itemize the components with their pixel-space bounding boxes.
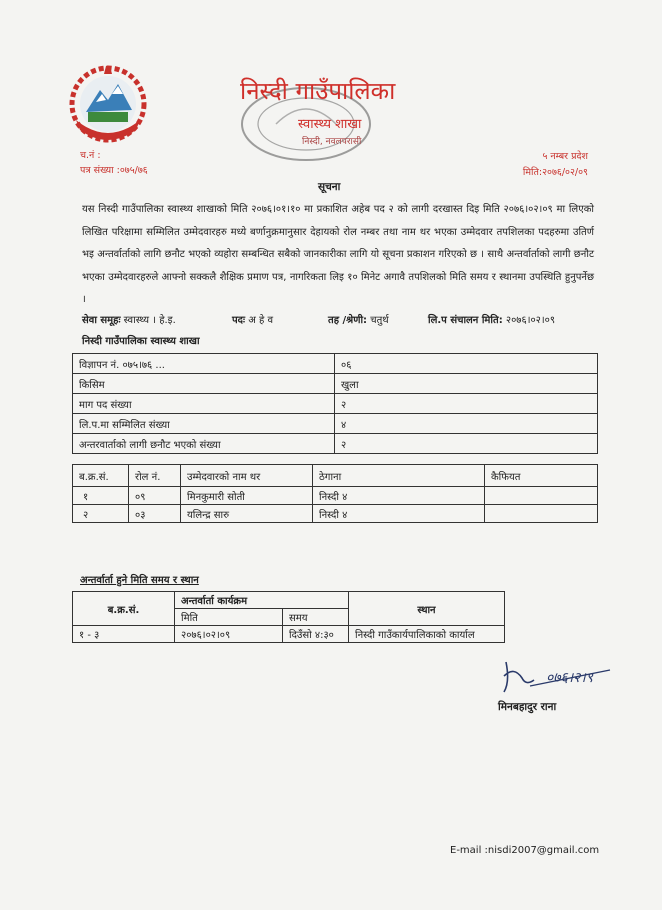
level-label: तह /श्रेणी: — [328, 315, 368, 326]
column-header: ब.क्र.सं. — [73, 465, 129, 487]
page-subtitle: स्वास्थ्य शाखा — [298, 117, 362, 132]
service-group — [82, 312, 176, 326]
post — [232, 312, 273, 326]
table-row — [73, 626, 505, 643]
exam-date-value: २०७६।०२।०९ — [505, 315, 556, 326]
cell-value: २ — [335, 434, 598, 454]
exam-date — [428, 312, 555, 326]
column-header: समय — [283, 609, 349, 626]
column-header: अन्तर्वार्ता कार्यक्रम — [175, 592, 349, 609]
cell: १ — [73, 487, 129, 505]
interview-schedule-table — [72, 591, 505, 643]
cell-label: लि.प.मा सम्मिलित संख्या — [73, 414, 335, 434]
table-row — [73, 505, 598, 523]
service-group-value: स्वास्थ्य । हे.इ. — [123, 315, 176, 326]
signature-date: ०७६।२।९ — [546, 670, 594, 686]
cell — [485, 505, 598, 523]
cell: निस्दी गाउँकार्यपालिकाको कार्याल — [349, 626, 505, 643]
cell-label: विज्ञापन नं. ०७५।७६ ... — [73, 354, 335, 374]
cell-value: ०६ — [335, 354, 598, 374]
table-header-row — [73, 592, 505, 609]
ref-number-label: च.नं : — [80, 150, 101, 161]
cell-label: अन्तरवार्ताको लागी छनौट भएको संख्या — [73, 434, 335, 454]
table-row — [73, 374, 598, 394]
cell: दिउँसो ४:३० — [283, 626, 349, 643]
letter-number: पत्र संख्या :०७५/७६ — [80, 165, 148, 176]
page-title: निस्दी गाउँपालिका — [240, 77, 396, 105]
post-label: पदः — [232, 315, 246, 326]
cell-label: माग पद संख्या — [73, 394, 335, 414]
table-row — [73, 354, 598, 374]
column-header: ठेगाना — [313, 465, 485, 487]
province: ५ नम्बर प्रदेश — [542, 151, 588, 162]
post-value: अ हे व — [248, 315, 274, 326]
column-header: रोल नं. — [129, 465, 181, 487]
cell: मिनकुमारी सोती — [181, 487, 313, 505]
exam-date-label: लि.प संचालन मिति: — [428, 315, 503, 326]
footer-email: E-mail :nisdi2007@gmail.com — [450, 845, 600, 856]
vacancy-info-table — [72, 353, 598, 454]
cell: निस्दी ४ — [313, 487, 485, 505]
table-row — [73, 434, 598, 454]
cell-value: खुला — [335, 374, 598, 394]
cell: २ — [73, 505, 129, 523]
column-header: उम्मेदवारको नाम थर — [181, 465, 313, 487]
cell-value: ४ — [335, 414, 598, 434]
cell-label: किसिम — [73, 374, 335, 394]
notice-heading: सूचना — [318, 181, 341, 193]
cell: ०९ — [129, 487, 181, 505]
column-header: स्थान — [349, 592, 505, 626]
signatory-name: मिनबहादुर राना — [498, 701, 557, 713]
letter-date: मिति:२०७६/०२/०९ — [522, 167, 588, 178]
stamp-text: निस्दी, नवलपरासी — [302, 137, 362, 147]
cell-value: २ — [335, 394, 598, 414]
level — [328, 312, 389, 326]
table-header-row — [73, 465, 598, 487]
table-row — [73, 394, 598, 414]
level-value: चतुर्थ — [370, 315, 389, 326]
interview-heading: अन्तर्वार्ता हुने मिति समय र स्थान — [80, 575, 199, 586]
nepal-government-emblem — [66, 60, 150, 144]
handwritten-signature — [500, 652, 618, 698]
table-row — [73, 487, 598, 505]
column-header: कैफियत — [485, 465, 598, 487]
candidates-table — [72, 464, 598, 523]
notice-body: यस निस्दी गाउँपालिका स्वास्थ्य शाखाको मिति २०७६।०१।१० मा प्रकाशित अहेब पद २ को लागी दरखास्त दिइ मिति २०७६।०२।०९ मा लिएको लिखित परिक्षामा सम्मिलित उम्मेदवारहरु मध्ये बर्णानुक्रमानुसार देहायको रोल नम्बर तथा नाम थर भएका उम्मेदवार तपशिलका पदहरुमा उतिर्ण भइ अन्तर्वार्ताको लागि छनौट भएको व्यहोरा सम्बन्धित सबैको जानकारीका लागि यो सूचना प्रकाशन गरिएको छ । साथै अन्तर्वार्ताको लागी छनौट भएका उम्मेदवारहरुले आफ्नो सक्कलै शैक्षिक प्रमाण पत्र, नागरिकता लिइ १० मिनेट अगावै तपशिलको मिति समय र स्थानमा उपस्थिति हुनुपर्नेछ । — [82, 204, 594, 305]
office-name: निस्दी गाउँपालिका स्वास्थ्य शाखा — [82, 336, 200, 347]
cell — [485, 487, 598, 505]
cell: यलिन्द्र सारु — [181, 505, 313, 523]
cell: २०७६।०२।०९ — [175, 626, 283, 643]
cell: निस्दी ४ — [313, 505, 485, 523]
table-row — [73, 414, 598, 434]
column-header: ब.क्र.सं. — [73, 592, 175, 626]
column-header: मिति — [175, 609, 283, 626]
cell: १ - ३ — [73, 626, 175, 643]
service-group-label: सेवा समूहः — [82, 315, 121, 326]
cell: ०३ — [129, 505, 181, 523]
